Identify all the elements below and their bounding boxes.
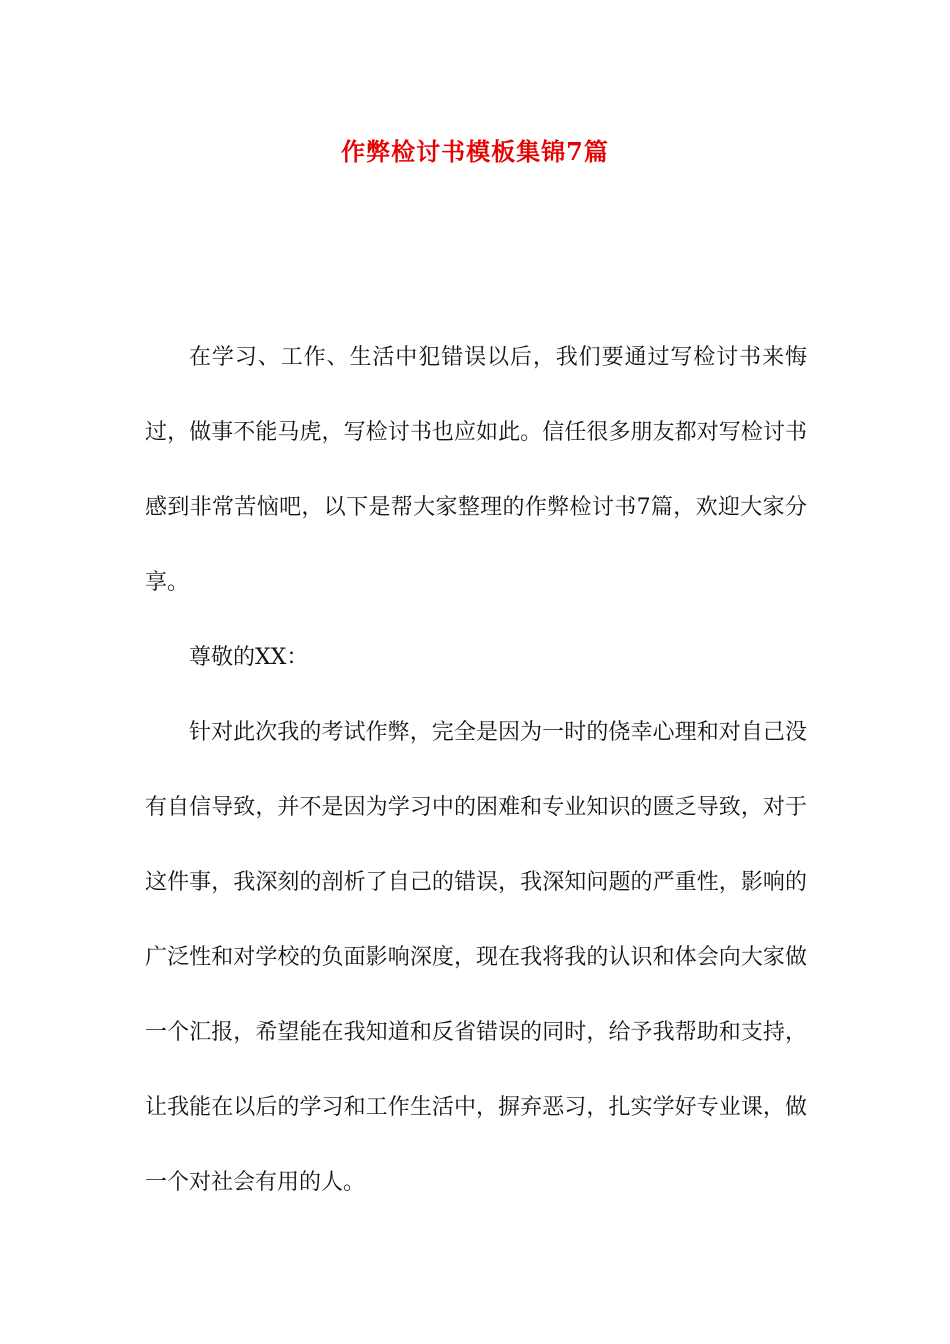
intro-paragraph: 在学习、工作、生活中犯错误以后，我们要通过写检讨书来悔过，做事不能马虎，写检讨书也应如此。信任很多朋友都对写检讨书感到非常苦恼吧，以下是帮大家整理的作弊检讨书7篇，欢迎大家分享。 [145, 345, 807, 595]
body-paragraph: 针对此次我的考试作弊，完全是因为一时的侥幸心理和对自己没有自信导致，并不是因为学习中的困难和专业知识的匮乏导致，对于这件事，我深刻的剖析了自己的错误，我深知问题的严重性，影响的广泛性和对学校的负面影响深度，现在我将我的认识和体会向大家做一个汇报，希望能在我知道和反省错误的同时，给予我帮助和支持，让我能在以后的学习和工作生活中，摒弃恶习，扎实学好专业课，做一个对社会有用的人。 [145, 720, 807, 1195]
document-title: 作弊检讨书模板集锦7篇 [341, 137, 609, 166]
document-body [145, 320, 807, 1220]
salutation-paragraph: 尊敬的XX： [189, 645, 309, 670]
